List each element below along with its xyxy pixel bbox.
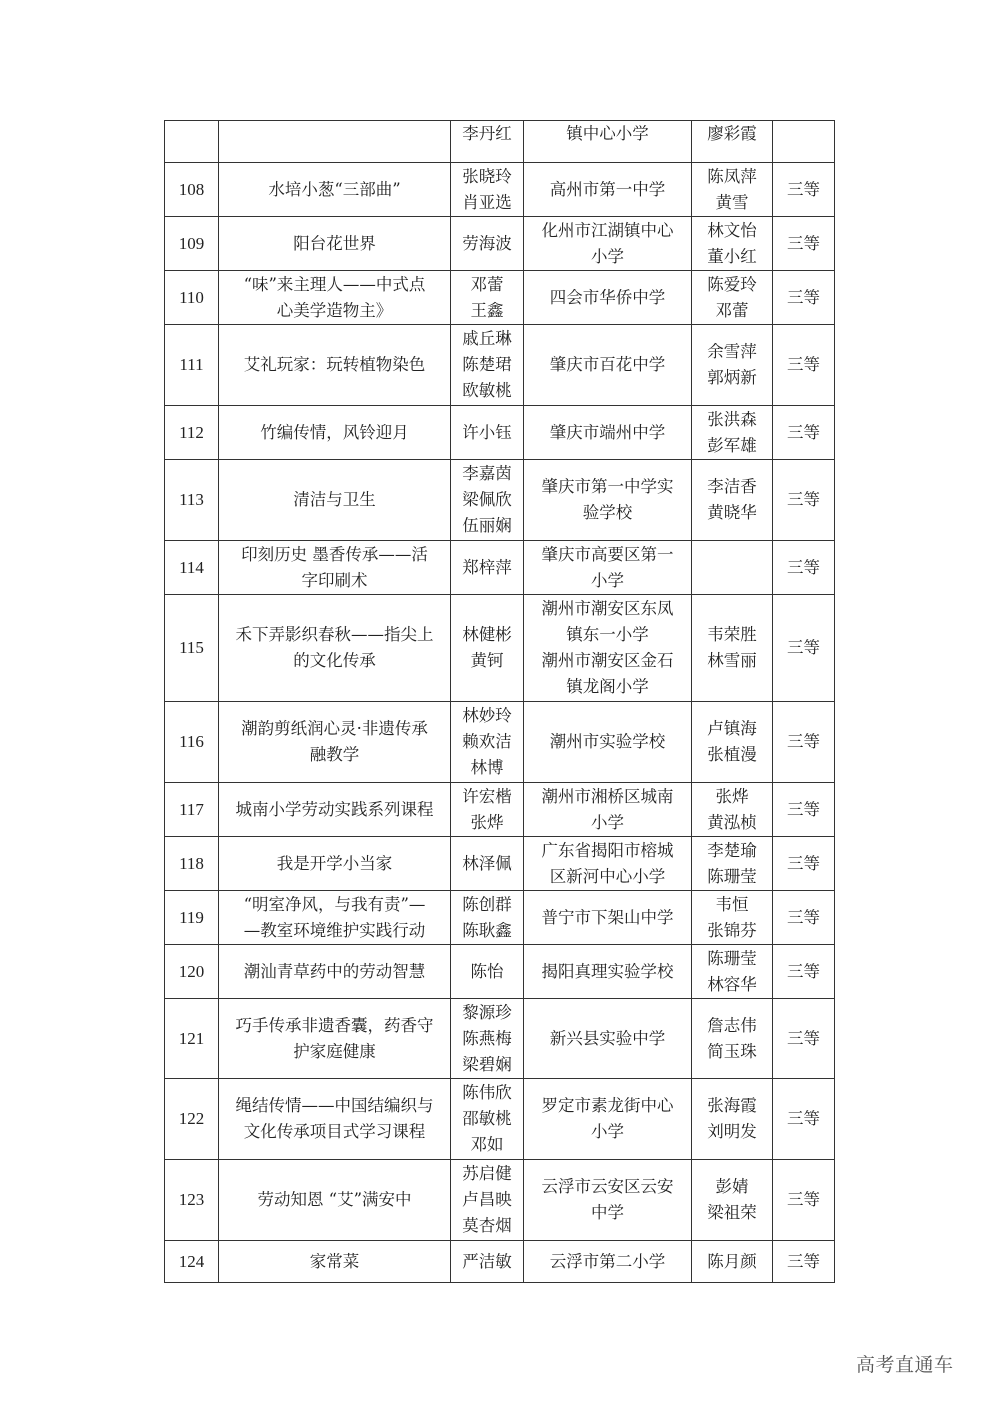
awards-table <box>164 120 835 1283</box>
authors <box>451 999 524 1079</box>
school <box>524 891 692 945</box>
award-grade: 三等 <box>773 271 835 325</box>
school <box>524 945 692 999</box>
authors-line: 赖欢洁 <box>462 732 512 751</box>
project-title <box>219 1241 451 1283</box>
project-title-line: 我是开学小当家 <box>276 853 393 873</box>
school-line: 普宁市下架山中学 <box>541 907 674 927</box>
project-title-line: 文化传承项目式学习课程 <box>243 1122 426 1141</box>
authors-line: 张晓玲 <box>462 166 512 186</box>
table-row <box>165 783 835 837</box>
authors <box>451 595 524 702</box>
award-grade: 三等 <box>773 595 835 702</box>
authors <box>451 163 524 217</box>
tutors-line: 董小红 <box>707 246 757 266</box>
school <box>524 541 692 595</box>
authors-line: 戚丘琳 <box>462 329 512 348</box>
project-title <box>219 837 451 891</box>
school-line: 高州市第一中学 <box>549 179 666 199</box>
school-line: 中学 <box>591 1203 624 1222</box>
tutors-line: 黄泓桢 <box>707 812 757 832</box>
school-line: 镇中心小学 <box>566 124 649 143</box>
authors <box>451 541 524 595</box>
school-line: 化州市江湖镇中心 <box>541 220 674 240</box>
project-title-line: 家常菜 <box>309 1251 360 1271</box>
project-title-line: 竹编传情，风铃迎月 <box>260 422 409 442</box>
tutors <box>692 121 773 163</box>
tutors <box>692 163 773 217</box>
school <box>524 837 692 891</box>
authors-line: 梁碧娴 <box>462 1054 512 1074</box>
tutors-line: 韦荣胜 <box>707 625 757 644</box>
table-row <box>165 1079 835 1160</box>
school <box>524 702 692 783</box>
authors-line: 陈耿鑫 <box>462 920 512 940</box>
school-line: 新兴县实验中学 <box>549 1028 666 1048</box>
authors-line: 苏启健 <box>462 1164 512 1183</box>
authors-line: 黄钶 <box>470 651 504 670</box>
project-title <box>219 1079 451 1160</box>
project-title-line: 的文化传承 <box>293 651 376 670</box>
authors <box>451 121 524 163</box>
project-title <box>219 406 451 460</box>
school-line: 肇庆市高要区第一 <box>541 544 674 564</box>
tutors-line: 彭军雄 <box>707 435 757 455</box>
tutors <box>692 1079 773 1160</box>
authors-line: 邓蕾 <box>470 274 504 294</box>
award-grade: 三等 <box>773 783 835 837</box>
tutors <box>692 541 773 595</box>
project-title-line: 潮韵剪纸润心灵·非遗传承 <box>241 719 428 738</box>
project-title-line: 融教学 <box>309 745 360 764</box>
award-grade: 三等 <box>773 1079 835 1160</box>
entry-number: 124 <box>165 1241 219 1283</box>
project-title <box>219 783 451 837</box>
project-title <box>219 891 451 945</box>
project-title <box>219 702 451 783</box>
school-line: 肇庆市端州中学 <box>549 422 666 442</box>
tutors <box>692 945 773 999</box>
authors <box>451 891 524 945</box>
project-title-line: 字印刷术 <box>301 570 368 590</box>
table-row <box>165 541 835 595</box>
award-grade: 三等 <box>773 1160 835 1241</box>
school <box>524 1079 692 1160</box>
tutors-line: 黄雪 <box>715 192 749 212</box>
table-row <box>165 837 835 891</box>
entry-number: 108 <box>165 163 219 217</box>
tutors-line: 张锦芬 <box>707 920 757 940</box>
tutors-line: 陈月颜 <box>707 1251 757 1271</box>
tutors-line: 梁祖荣 <box>707 1203 757 1222</box>
authors-line: 李嘉茵 <box>462 464 512 483</box>
authors-line: 邓如 <box>470 1135 504 1154</box>
school <box>524 163 692 217</box>
authors-line: 林妙玲 <box>462 706 512 725</box>
school-line: 云浮市第二小学 <box>549 1251 666 1271</box>
tutors-line: 陈爱玲 <box>707 274 757 294</box>
project-title <box>219 271 451 325</box>
school-line: 肇庆市百花中学 <box>549 355 666 374</box>
school <box>524 406 692 460</box>
table-row <box>165 999 835 1079</box>
watermark: 高考直通车 <box>856 1354 954 1376</box>
authors <box>451 460 524 541</box>
tutors-line: 彭婧 <box>715 1177 749 1196</box>
award-grade: 三等 <box>773 891 835 945</box>
entry-number: 118 <box>165 837 219 891</box>
table-row <box>165 1241 835 1283</box>
authors <box>451 325 524 406</box>
project-title <box>219 1160 451 1241</box>
entry-number: 113 <box>165 460 219 541</box>
school-line: 揭阳真理实验学校 <box>541 961 674 981</box>
school-line: 四会市华侨中学 <box>549 287 666 307</box>
authors-line: 邵敏桃 <box>462 1109 512 1128</box>
tutors-line: 张海霞 <box>707 1096 757 1115</box>
tutors-line: 刘明发 <box>707 1122 757 1141</box>
tutors-line: 张烨 <box>715 786 749 806</box>
school <box>524 999 692 1079</box>
award-grade: 三等 <box>773 325 835 406</box>
entry-number: 115 <box>165 595 219 702</box>
authors <box>451 1160 524 1241</box>
authors-line: 严洁敏 <box>462 1251 512 1271</box>
tutors-line: 韦恒 <box>715 894 749 914</box>
authors-line: 许宏楷 <box>462 786 512 806</box>
project-title-line: “味”来主理人——中式点 <box>243 274 426 294</box>
tutors-line: 詹志伟 <box>707 1015 757 1035</box>
authors-line: 陈楚珺 <box>462 355 512 374</box>
award-grade: 三等 <box>773 163 835 217</box>
authors-line: 梁佩欣 <box>462 490 512 509</box>
table-row <box>165 217 835 271</box>
tutors-line: 陈珊莹 <box>707 866 757 886</box>
tutors-line: 简玉珠 <box>707 1041 757 1061</box>
authors-line: 欧敏桃 <box>462 381 512 400</box>
table-row <box>165 891 835 945</box>
tutors-line: 邓蕾 <box>715 300 749 320</box>
authors-line: 伍丽娴 <box>462 516 512 535</box>
award-grade: 三等 <box>773 945 835 999</box>
table-row <box>165 163 835 217</box>
project-title-line: 心美学造物主》 <box>276 300 393 320</box>
project-title <box>219 595 451 702</box>
project-title-line: 禾下弄影织春秋——指尖上 <box>235 625 434 644</box>
award-grade: 三等 <box>773 406 835 460</box>
authors <box>451 1079 524 1160</box>
authors-line: 陈伟欣 <box>462 1083 512 1102</box>
school-line: 小学 <box>591 570 624 590</box>
tutors-line: 陈凤萍 <box>707 166 757 186</box>
authors-line: 陈创群 <box>462 894 512 914</box>
project-title <box>219 460 451 541</box>
school <box>524 217 692 271</box>
entry-number: 121 <box>165 999 219 1079</box>
authors <box>451 271 524 325</box>
project-title <box>219 945 451 999</box>
tutors <box>692 406 773 460</box>
project-title-line: —教室环境维护实践行动 <box>243 920 426 940</box>
tutors-line: 林雪丽 <box>707 651 757 670</box>
tutors-line: 黄晓华 <box>707 503 757 522</box>
school-line: 镇龙阁小学 <box>566 677 649 696</box>
award-grade <box>773 121 835 163</box>
project-title-line: 巧手传承非遗香囊，药香守 <box>235 1015 434 1035</box>
award-grade: 三等 <box>773 460 835 541</box>
table-row <box>165 1160 835 1241</box>
school <box>524 325 692 406</box>
tutors <box>692 217 773 271</box>
table-row <box>165 271 835 325</box>
entry-number: 117 <box>165 783 219 837</box>
tutors <box>692 460 773 541</box>
award-grade: 三等 <box>773 541 835 595</box>
school <box>524 271 692 325</box>
award-grade: 三等 <box>773 999 835 1079</box>
project-title-line: 阳台花世界 <box>293 233 376 253</box>
school <box>524 595 692 702</box>
tutors <box>692 271 773 325</box>
table-row <box>165 406 835 460</box>
award-grade: 三等 <box>773 1241 835 1283</box>
authors-line: 李丹红 <box>462 124 512 143</box>
entry-number: 109 <box>165 217 219 271</box>
authors-line: 黎源珍 <box>462 1002 512 1022</box>
project-title-line: 护家庭健康 <box>293 1041 376 1061</box>
project-title <box>219 163 451 217</box>
authors-line: 郑梓萍 <box>462 557 512 577</box>
authors-line: 卢昌映 <box>462 1190 512 1209</box>
project-title <box>219 999 451 1079</box>
authors-line: 王鑫 <box>470 300 504 320</box>
project-title-line: 潮汕青草药中的劳动智慧 <box>243 961 426 981</box>
project-title-line: 绳结传情——中国结编织与 <box>235 1096 434 1115</box>
tutors-line: 林文怡 <box>707 220 757 240</box>
tutors <box>692 595 773 702</box>
tutors <box>692 837 773 891</box>
entry-number: 122 <box>165 1079 219 1160</box>
school <box>524 783 692 837</box>
authors <box>451 945 524 999</box>
table-row <box>165 325 835 406</box>
authors-line: 林泽佩 <box>462 853 512 873</box>
table-row <box>165 702 835 783</box>
entry-number <box>165 121 219 163</box>
project-title-line: 城南小学劳动实践系列课程 <box>235 799 434 819</box>
school-line: 镇东一小学 <box>566 625 649 644</box>
school-line: 验学校 <box>582 503 633 522</box>
authors-line: 林博 <box>470 758 504 777</box>
project-title-line: “明室净风，与我有责”— <box>243 894 426 914</box>
authors-line: 张烨 <box>470 812 504 832</box>
tutors-line: 郭炳新 <box>707 368 757 387</box>
school <box>524 121 692 163</box>
tutors-line: 林容华 <box>707 974 757 994</box>
school <box>524 1241 692 1283</box>
tutors <box>692 783 773 837</box>
project-title-line: 劳动知恩 “艾”满安中 <box>257 1190 412 1209</box>
authors-line: 劳海波 <box>462 233 512 253</box>
school <box>524 1160 692 1241</box>
authors <box>451 406 524 460</box>
entry-number: 111 <box>165 325 219 406</box>
authors <box>451 1241 524 1283</box>
table-row <box>165 460 835 541</box>
authors <box>451 837 524 891</box>
entry-number: 123 <box>165 1160 219 1241</box>
project-title <box>219 541 451 595</box>
project-title <box>219 121 451 163</box>
project-title-line: 清洁与卫生 <box>293 490 376 509</box>
school-line: 广东省揭阳市榕城 <box>541 840 674 860</box>
tutors-line: 张植漫 <box>707 745 757 764</box>
table-row <box>165 595 835 702</box>
school-line: 潮州市潮安区东凤 <box>541 599 674 618</box>
project-title <box>219 217 451 271</box>
tutors <box>692 999 773 1079</box>
school-line: 云浮市云安区云安 <box>541 1177 674 1196</box>
school-line: 潮州市实验学校 <box>549 732 666 751</box>
award-grade: 三等 <box>773 217 835 271</box>
tutors-line: 李楚瑜 <box>707 840 757 860</box>
tutors <box>692 702 773 783</box>
school <box>524 460 692 541</box>
entry-number: 120 <box>165 945 219 999</box>
school-line: 肇庆市第一中学实 <box>541 477 674 496</box>
entry-number: 119 <box>165 891 219 945</box>
school-line: 小学 <box>591 812 624 832</box>
school-line: 罗定市素龙街中心 <box>541 1096 674 1115</box>
project-title <box>219 325 451 406</box>
entry-number: 110 <box>165 271 219 325</box>
tutors-line: 廖彩霞 <box>707 124 757 143</box>
table-row <box>165 121 835 163</box>
award-grade: 三等 <box>773 837 835 891</box>
entry-number: 114 <box>165 541 219 595</box>
school-line: 区新河中心小学 <box>549 866 666 886</box>
project-title-line: 印刻历史 墨香传承——活 <box>241 544 428 564</box>
authors-line: 肖亚选 <box>462 192 512 212</box>
entry-number: 116 <box>165 702 219 783</box>
authors <box>451 702 524 783</box>
project-title-line: 艾礼玩家：玩转植物染色 <box>243 355 426 374</box>
tutors-line: 陈珊莹 <box>707 948 757 968</box>
tutors <box>692 1160 773 1241</box>
authors-line: 莫杏烟 <box>462 1216 512 1235</box>
school-line: 潮州市潮安区金石 <box>541 651 674 670</box>
tutors <box>692 1241 773 1283</box>
tutors-line: 张洪森 <box>707 409 757 429</box>
school-line: 潮州市湘桥区城南 <box>541 786 674 806</box>
authors <box>451 217 524 271</box>
authors-line: 陈怡 <box>470 961 504 981</box>
authors-line: 许小钰 <box>462 422 512 442</box>
tutors <box>692 325 773 406</box>
school-line: 小学 <box>591 1122 624 1141</box>
awards-table-body <box>165 121 835 1283</box>
tutors-line: 卢镇海 <box>707 719 757 738</box>
entry-number: 112 <box>165 406 219 460</box>
table-row <box>165 945 835 999</box>
tutors-line: 李洁香 <box>707 477 757 496</box>
school-line: 小学 <box>591 246 624 266</box>
tutors-line: 余雪萍 <box>707 342 757 361</box>
tutors <box>692 891 773 945</box>
award-grade: 三等 <box>773 702 835 783</box>
authors-line: 林健彬 <box>462 625 512 644</box>
authors <box>451 783 524 837</box>
authors-line: 陈燕梅 <box>462 1028 512 1048</box>
project-title-line: 水培小葱“三部曲” <box>268 179 401 199</box>
